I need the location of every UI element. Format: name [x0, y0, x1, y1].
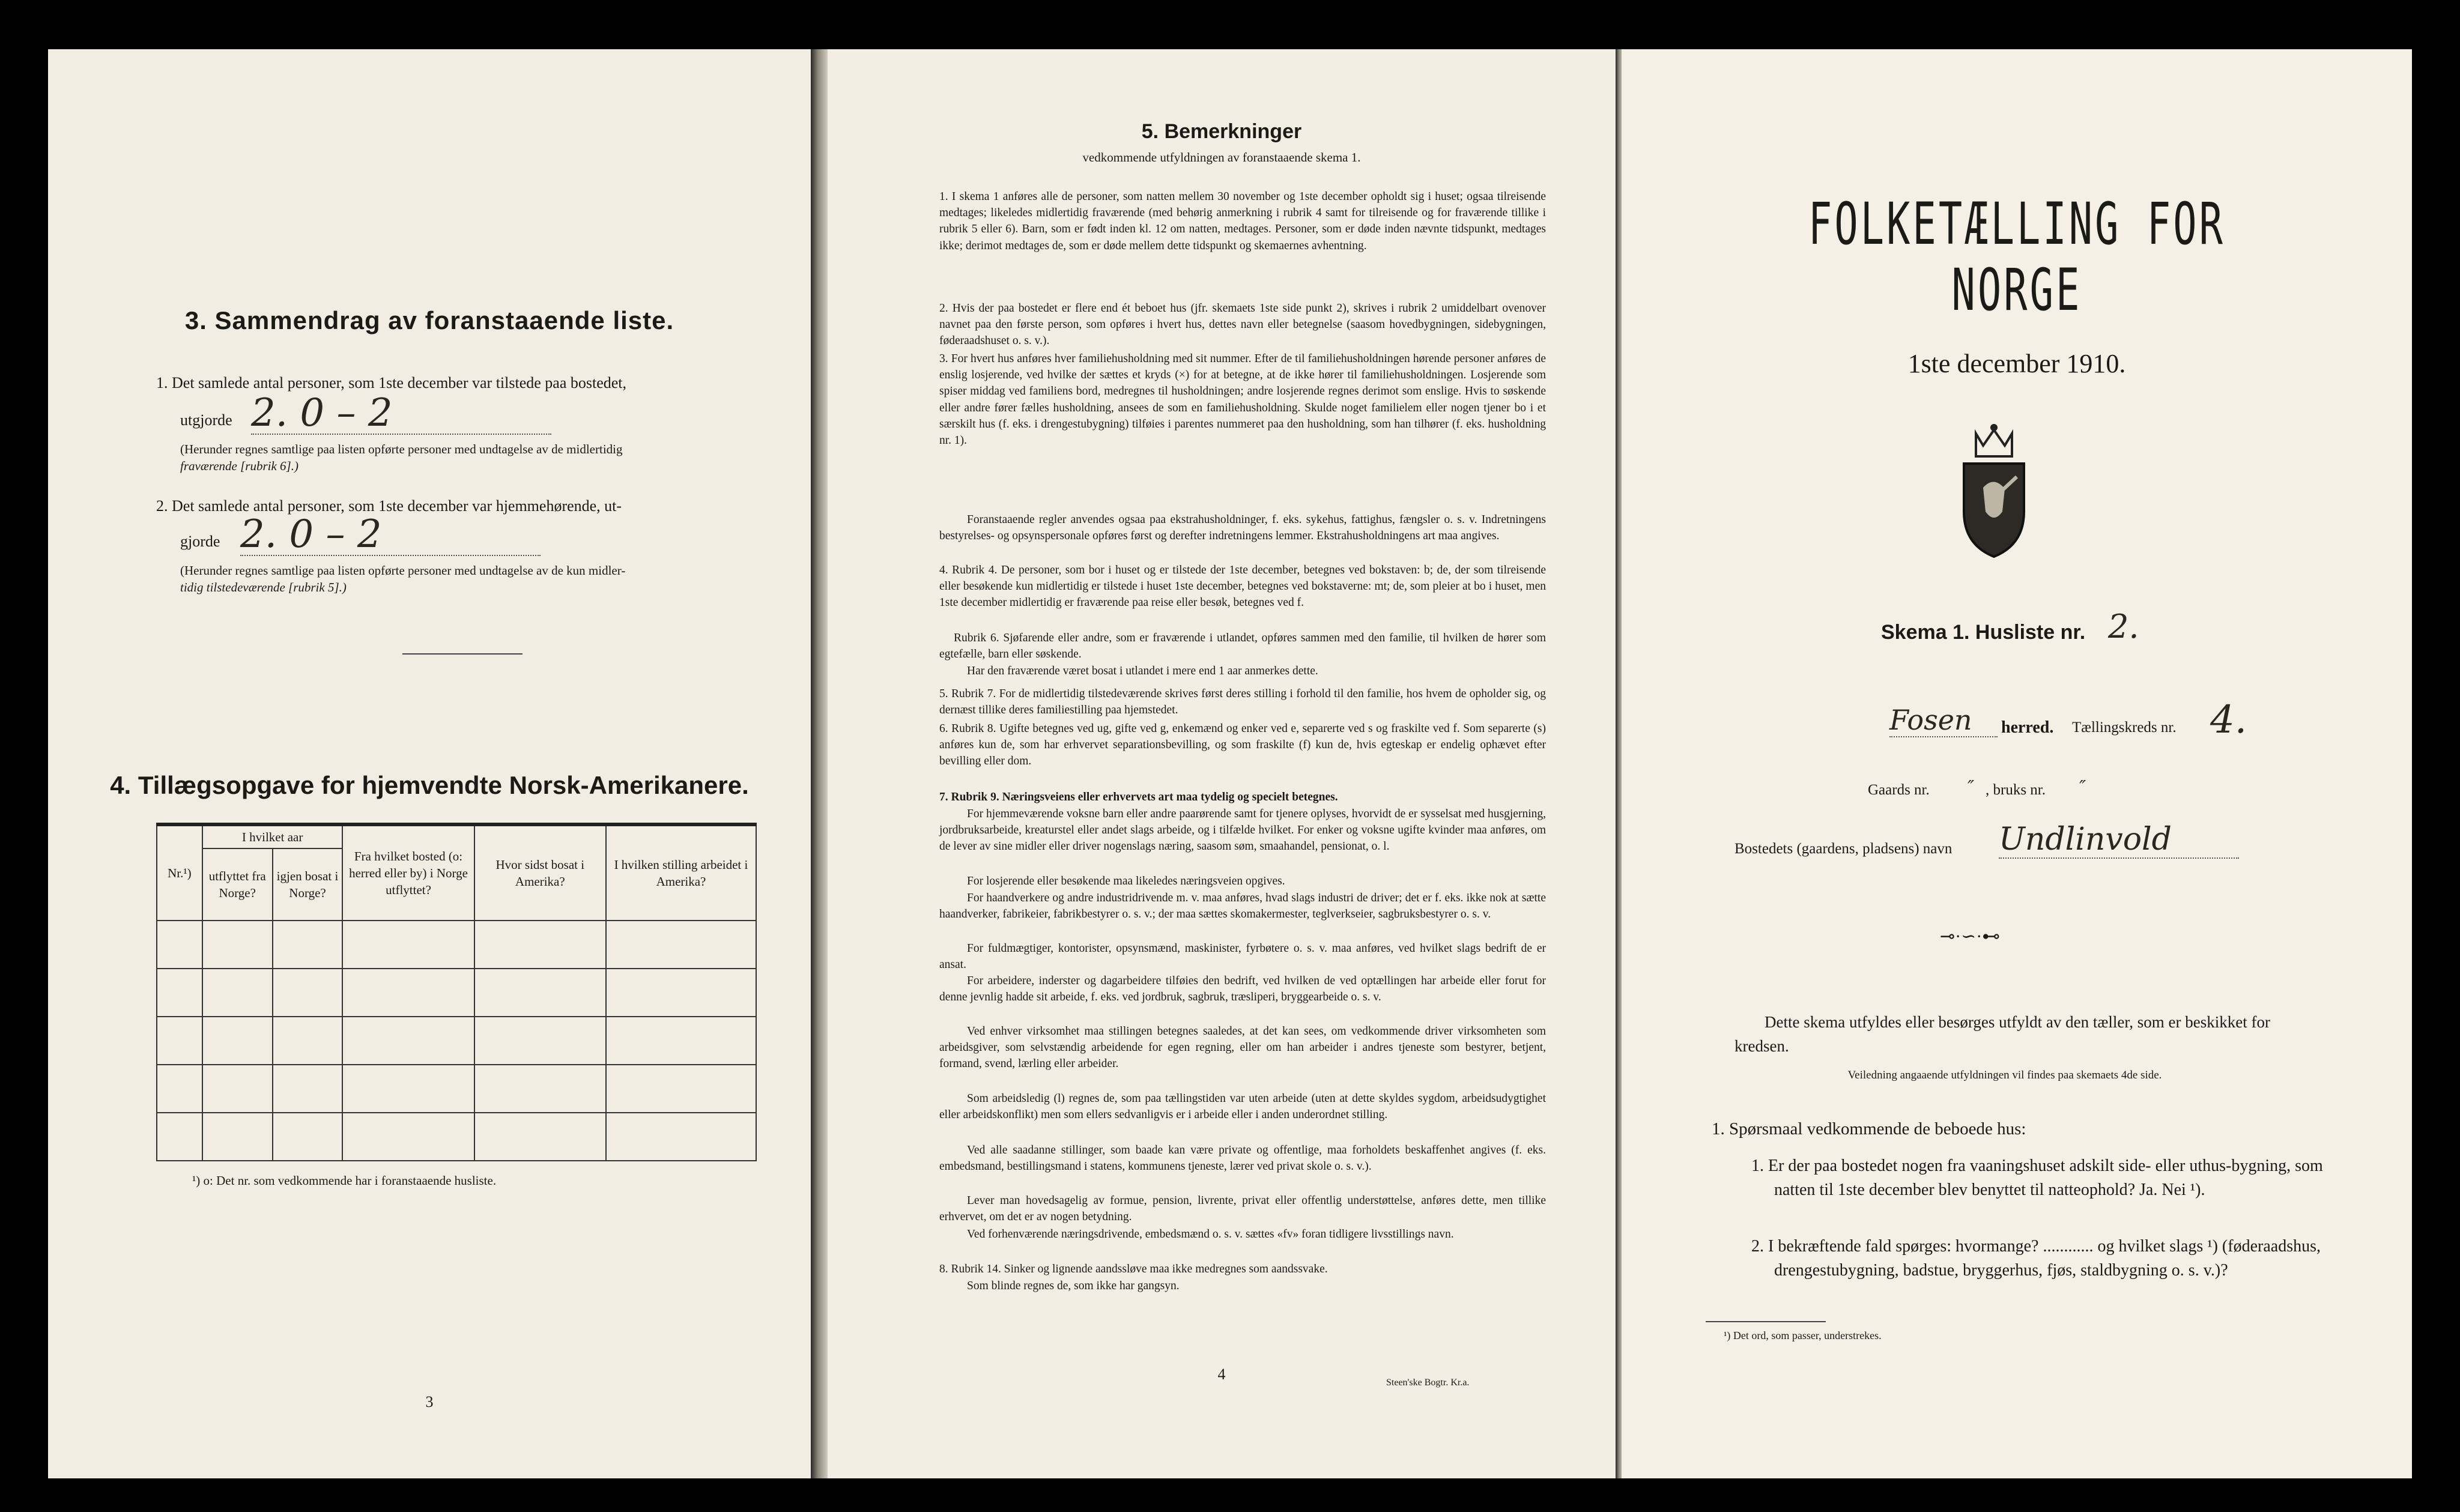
- remark-1: 1. I skema 1 anføres alle de personer, som natten mellem 30 november og 1ste december opholdt sig i huset; ogsaa tilreisende medtages; likeledes midlertidig fraværende (med behørig anmerkning i rubrik 4 samt for tilreisende og for fraværende tillike i rubrik 5 eller 6). Barn, som er født inden kl. 12 om natten, medtages. Personer, som er døde inden nævnte tidspunkt, medtages ikke; derimot medtages de, som er døde mellem dette tidspunkt og skemaernes avhentning.: [939, 190, 1546, 252]
- item2-note-2: tidig tilstedeværende [rubrik 5].): [180, 580, 347, 594]
- col-hvor-bosat: Hvor sidst bosat i Amerika?: [474, 824, 606, 921]
- item1-text: 1. Det samlede antal personer, som 1ste december var tilstede paa bostedet,: [156, 374, 627, 392]
- divider: [1706, 1321, 1826, 1322]
- remark-8b: Som blinde regnes de, som ikke har gangsyn.: [967, 1280, 1180, 1292]
- col-utflyttet: utflyttet fra Norge?: [202, 848, 273, 921]
- remark-7a: For hjemmeværende voksne barn eller andre paarørende samt for tjenere oplyses, hvorvidt de er sysselsat med husgjerning, jordbruksarbeide, kreaturstel eller andet slags arbeide, og i tilfælde hvilket. For enker og voksne ugifte kvinder maa anføres, om de lever av sine midler eller driver nogenslags næring, saasom søm, smaahandel, pensionat, o. l.: [939, 808, 1546, 853]
- table-footnote: ¹) o: Det nr. som vedkommende har i foranstaaende husliste.: [192, 1173, 497, 1188]
- page-number: 3: [425, 1393, 434, 1411]
- remark-7h: Ved alle saadanne stillinger, som baade kan være private og offentlige, maa forholdets beskaffenhet angives (f. eks. embedsmand, bestillingsmand i statens, kommunens tjeneste, lærer ved privat skole o. s. v.).: [939, 1144, 1546, 1173]
- item2-label: gjorde: [180, 533, 220, 550]
- question-heading: 1. Spørsmaal vedkommende de beboede hus:: [1712, 1119, 2026, 1139]
- norsk-amerikanere-table: [156, 823, 757, 1161]
- remark-7f: Ved enhver virksomhet maa stillingen betegnes saaledes, at det kan sees, om vedkommende driver virksomheten som arbeidsgiver, som selvstændig arbeidende for egen regning, eller om han arbeider i andres tjeneste som bestyrer, betjent, formand, svend, lærling eller arbeider.: [939, 1025, 1546, 1071]
- kreds-label: Tællingskreds nr.: [2072, 719, 2177, 736]
- question-1: 1. Er der paa bostedet nogen fra vaaningshuset adskilt side- eller uthus-bygning, som natten til 1ste december blev benyttet til natteophold? Ja. Nei ¹).: [1751, 1157, 2323, 1199]
- intro-note: Veiledning angaaende utfyldningen vil findes paa skemaets 4de side.: [1847, 1069, 2162, 1081]
- remark-2: 2. Hvis der paa bostedet er flere end ét beboet hus (jfr. skemaets 1ste side punkt 2), skrives i rubrik 2 umiddelbart ovenover navnet paa den første person, som opføres i hvert hus, dettes navn eller betegnelse (saasom hovedbygningen, sidebygningen, føderaadshuset o. s. v.).: [939, 302, 1546, 348]
- item1-value: 2. 0 – 2: [251, 393, 551, 435]
- section4-title: 4. Tillægsopgave for hjemvendte Norsk-Amerikanere.: [110, 771, 749, 799]
- ornament-icon: ⊸·∽·⊷: [1940, 927, 2001, 946]
- divider: [402, 653, 523, 655]
- bemerkninger-subtitle: vedkommende utfyldningen av foranstaaende skema 1.: [1082, 150, 1361, 165]
- kreds-value: 4.: [2210, 698, 2247, 742]
- page-4: [828, 49, 1616, 1478]
- remark-4b: Rubrik 6. Sjøfarende eller andre, som er fraværende i utlandet, opføres sammen med den familie, til hvilken de hører som egtefælle, barn eller søskende.: [939, 632, 1546, 661]
- remark-4c: Har den fraværende været bosat i utlandet i mere end 1 aar anmerkes dette.: [967, 665, 1318, 677]
- item2-text: 2. Det samlede antal personer, som 1ste december var hjemmehørende, ut-: [156, 497, 622, 515]
- bruks-label: , bruks nr.: [1986, 782, 2046, 798]
- item2-note-1: (Herunder regnes samtlige paa listen opførte personer med undtagelse av de kun midler-: [180, 563, 626, 578]
- col-nr: Nr.¹): [157, 824, 202, 921]
- col-stilling: I hvilken stilling arbeidet i Amerika?: [606, 824, 756, 921]
- remark-7g: Som arbeidsledig (l) regnes de, som paa tællingstiden var uten arbeide (uten at dette skyldes sygdom, arbeidsudygtighet eller arbeidskonflikt) men som ellers sedvanligvis er i arbeide eller i anden underordnet stilling.: [939, 1092, 1546, 1122]
- herred-value: Fosen: [1889, 704, 1998, 737]
- col-igjen-bosat: igjen bosat i Norge?: [273, 848, 343, 921]
- page-3: [48, 49, 811, 1478]
- item1-label: utgjorde: [180, 411, 232, 429]
- table-row: [157, 1065, 756, 1113]
- skema-label: Skema 1. Husliste nr.: [1881, 621, 2086, 644]
- herred-label: herred.: [2001, 718, 2054, 737]
- remark-4: 4. Rubrik 4. De personer, som bor i huset og er tilstede der 1ste december, betegnes ved bokstaven: b; de, der som tilreisende eller besøkende kun midlertidig er tilstede i huset 1ste december, betegnes ved bokstaverne: mt; de, som pleier at bo i huset, men 1ste december midlertidig er fraværende paa reise eller besøk, betegnes ved f.: [939, 564, 1546, 609]
- gaards-value: ″: [1968, 777, 1975, 798]
- table-row: [157, 1017, 756, 1065]
- question-2: 2. I bekræftende fald spørges: hvormange? ............ og hvilket slags ¹) (føderaadshus, drengestubygning, badstue, bryggerhus, fjøs, staldbygning o. s. v.)?: [1751, 1237, 2321, 1280]
- remark-5: 5. Rubrik 7. For de midlertidig tilstedeværende skrives først deres stilling i forhold til den familie, hos hvem de opholder sig, og dernæst tillike deres familiestilling paa hjemstedet.: [939, 688, 1546, 717]
- bruks-value: ″: [2079, 777, 2086, 798]
- col-group-aar: I hvilket aar: [202, 824, 343, 848]
- remark-6: 6. Rubrik 8. Ugifte betegnes ved ug, gifte ved g, enkemænd og enker ved e, separerte ved s og fraskilte ved f. Som separerte (s) anføres kun de, som har erhvervet separationsbevilling, og som fraskilte (f) kun de, hvis egteskap er endelig ophævet efter bevilling eller dom.: [939, 722, 1546, 768]
- remark-7b: For losjerende eller besøkende maa likeledes næringsveien opgives.: [967, 875, 1285, 888]
- census-date: 1ste december 1910.: [1907, 349, 2126, 378]
- remark-7i: Lever man hovedsagelig av formue, pension, livrente, privat eller offentlig understøttelse, anføres dette, men tillike erhvervet, om det er av nogen betydning.: [939, 1194, 1546, 1224]
- page-number: 4: [1217, 1365, 1226, 1383]
- remark-7e: For arbeidere, inderster og dagarbeidere tilføies den bedrift, ved hvilken de ved optællingen har arbeide eller forut for denne jevnlig hadde sit arbeide, f. eks. ved jordbruk, sagbruk, træsliperi, bryggearbeide o. s. v.: [939, 975, 1546, 1004]
- table-row: [157, 1113, 756, 1161]
- remark-7c: For haandverkere og andre industridrivende m. v. maa anføres, hvad slags industri de driver; det er f. eks. ikke nok at sætte haandverker, fabrikeier, fabrikbestyrer o. s. v.; der maa sættes skomakermester, teglverkseier, sagbruksbestyrer o. s. v.: [939, 892, 1546, 921]
- bosted-value: Undlinvold: [1999, 821, 2239, 859]
- binding-fold: [811, 49, 829, 1478]
- intro-text: Dette skema utfyldes eller besørges utfyldt av den tæller, som er beskikket for kredsen.: [1734, 1013, 2270, 1055]
- bosted-label: Bostedets (gaardens, pladsens) navn: [1734, 841, 1953, 857]
- table-row: [157, 969, 756, 1017]
- remark-3b: Foranstaaende regler anvendes ogsaa paa ekstrahusholdninger, f. eks. sykehus, fattighus, fængsler o. s. v. Indretningens bestyrelses- og opsynspersonale opføres først og derefter indretningens lemmer. Ekstrahusholdningens art maa angives.: [939, 513, 1546, 543]
- printer-imprint: Steen'ske Bogtr. Kr.a.: [1386, 1377, 1470, 1388]
- remark-7j: Ved forhenværende næringsdrivende, embedsmænd o. s. v. sættes «fv» foran tidligere livsstillings navn.: [967, 1228, 1454, 1241]
- coat-of-arms-icon: [1946, 422, 2042, 560]
- remark-7: 7. Rubrik 9. Næringsveiens eller erhvervets art maa tydelig og specielt betegnes.: [939, 791, 1338, 803]
- gaards-label: Gaards nr.: [1868, 782, 1930, 798]
- remark-8: 8. Rubrik 14. Sinker og lignende aandssløve maa ikke medregnes som aandssvake.: [939, 1263, 1328, 1275]
- remark-7d: For fuldmægtiger, kontorister, opsynsmænd, maskinister, fyrbøtere o. s. v. maa anføres, ved hvilket slags bedrift de er ansat.: [939, 942, 1546, 972]
- footnote: ¹) Det ord, som passer, understrekes.: [1724, 1329, 1882, 1341]
- item1-note-2: fraværende [rubrik 6].): [180, 459, 298, 473]
- section3-title: 3. Sammendrag av foranstaaende liste.: [184, 306, 674, 334]
- husliste-value: 2.: [2108, 608, 2139, 646]
- main-title: FOLKETÆLLING FOR NORGE: [1808, 190, 2226, 324]
- remark-3: 3. For hvert hus anføres hver familiehusholdning med sit nummer. Efter de til familiehusholdningen hørende personer anføres de enslig losjerende, ved hvilke der sættes et kryds (×) for at betegne, at de ikke hører til familiehusholdningen. Losjerende som spiser middag ved familiens bord, medregnes til husholdningen; andre losjerende regnes derimot som enslige. Hvis to søskende eller andre fører fælles husholdning, ansees de som en familiehusholdning. Skulde noget familielem eller nogen tjener bo i et særskilt hus (f. eks. i drengestubygning) tilføies i parentes nummeret paa den husholdning, som han tilhører (f. eks. husholdning nr. 1).: [939, 352, 1546, 447]
- item1-note-1: (Herunder regnes samtlige paa listen opførte personer med undtagelse av de midlertidig: [180, 442, 623, 456]
- col-fra-bosted: Fra hvilket bosted (o: herred eller by) i Norge utflyttet?: [342, 824, 474, 921]
- page-1: [1622, 49, 2412, 1478]
- item2-value: 2. 0 – 2: [240, 514, 541, 556]
- bemerkninger-title: 5. Bemerkninger: [1141, 120, 1302, 143]
- table-row: [157, 921, 756, 969]
